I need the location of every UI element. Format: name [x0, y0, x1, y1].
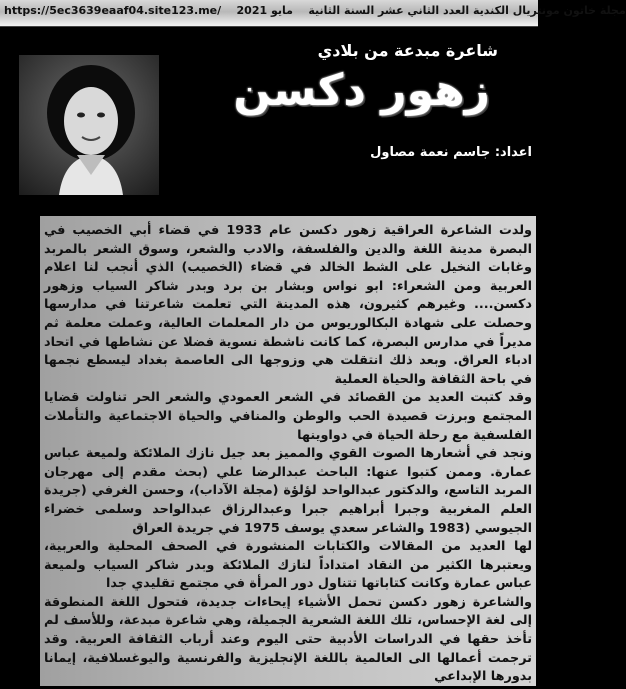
article-body — [0, 210, 538, 689]
article-author: اعداد: جاسم نعمة مصاول — [370, 145, 532, 160]
paragraph-4: لها العديد من المقالات والكتابات المنشورة في الصحف المحلية والعربية، ويعتبرها الكثير من النقاد امتداداً لنازك الملائكة وبدر شاكر السياب ولميعة عباس عمارة وكانت كتاباتها تتناول دور المرأة في مجتمع تقليدي جدا — [44, 539, 532, 592]
header-line — [4, 4, 626, 17]
article-text — [44, 222, 532, 687]
paragraph-2: وقد كتبت العديد من القصائد في الشعر العمودي والشعر الحر تناولت قضايا المجتمع وبرزت قصيدة الحب والوطن والمنافي والحياة الاجتماعية والتأملات الفلسفية مع رحلة الحياة في دواوينها — [44, 390, 532, 443]
paragraph-5: والشاعرة زهور دكسن تحمل الأشياء إيحاءات جديدة، فتحول اللغة المنطوقة إلى لغة الإحساس، تلك اللغة الشعرية الجميلة، وهي شاعرة مبدعة، وللأسف لم تأخذ حقها في الدراسات الأدبية حتى اليوم وعند أرباب الثقافة العربية. وقد ترجمت أعمالها الى العالمية باللغة الإنجليزية والفرنسية واليوغسلافية، إيمانا بدورها الإبداعي — [44, 594, 532, 685]
issue-date: مايو 2021 — [236, 4, 293, 17]
article-title: زهور دكسن — [233, 65, 490, 116]
text-panel — [40, 216, 536, 686]
article-subtitle: شاعرة مبدعة من بلادي — [317, 41, 498, 60]
site-url-link[interactable]: https://5ec3639eaaf04.site123.me/ — [4, 4, 222, 17]
article-header — [0, 27, 538, 210]
paragraph-3: ونجد في أشعارها الصوت القوي والمميز بعد جيل نازك الملائكة ولميعة عباس عمارة. وممن كتبوا عنها: الباحث عبدالرضا علي (بحث مقدم إلى مهرجان المربد التاسع، والدكتور عبدالواحد لؤلؤة (مجلة الآداب)، وحسن الغرفي (جريدة العلم المغربية وجبرا أبراهيم جبرا وعبدالرزاق عبدالواحد وسلمى خضراء الجيوسي (1983 والشاعر سعدي يوسف 1975 في جريدة العراق — [44, 446, 532, 536]
portrait-image — [19, 55, 159, 195]
paragraph-1: ولدت الشاعرة العراقية زهور دكسن عام 1933 في قضاء أبي الخصيب في البصرة مدينة اللغة والدين والفلسفة، والادب والشعر، وسوق الشعر بالمربد وغابات النخيل على الشط الخالد في قضاء (الخصيب) الذي أنجب لنا اعلام العربية ومن الشعراء: ابو نواس وبشار بن برد وبدر شاكر السياب وزهور دكسن.... وغيرهم كثيرون، هذه المدينة التي تعلمت شاعرتنا في مدارسها وحصلت على شهادة البكالوريوس من دار المعلمات العالية، وعملت معلمة ثم مديراً في مدارس البصرة، كما كانت ناشطة نسوية فضلا عن نشاطها في اتحاد ادباء العراق. وبعد ذلك انتقلت هي وزوجها الى العاصمة بغداد ليسطع نجمها في باحة الثقافة والحياة العملية — [44, 223, 532, 387]
magazine-issue-title: مجلة خاتون مونتريال الكندية العدد الثاني عشر السنة الثانية — [308, 4, 626, 17]
header-strip — [0, 0, 626, 27]
poet-portrait — [19, 55, 159, 195]
